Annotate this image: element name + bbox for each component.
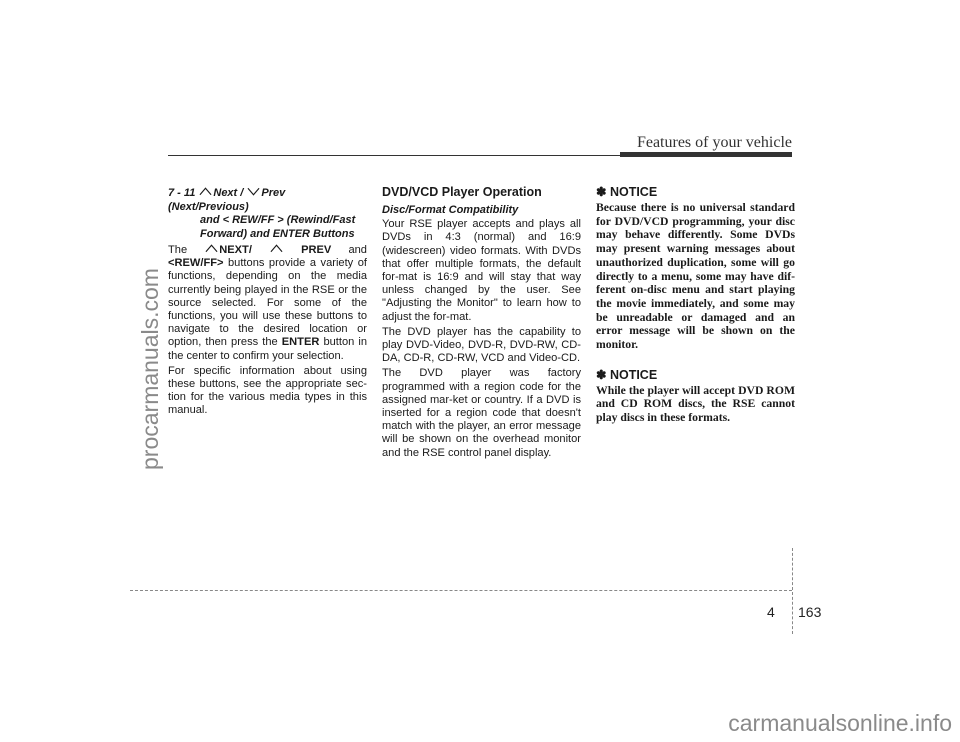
text-body-end: button in the center to confirm your selection. (168, 336, 367, 362)
text-rewff-button: <REW/FF> (168, 257, 224, 270)
sub-heading: Disc/Format Compatibility (382, 204, 519, 216)
notice-body: While the player will accept DVD ROM and CD ROM discs, the RSE cannot play discs in these formats. (596, 383, 795, 425)
figure-caption (168, 187, 367, 241)
chevron-down-icon (247, 187, 260, 196)
text-body: buttons provide a variety of functions, depending on the media currently being played in the RSE or the source selected. For some of the functions, you will use these buttons to navigate to the desired location or option, then press the (168, 257, 367, 349)
caption-line-2: and < REW/FF > (Rewind/Fast (200, 214, 356, 226)
text-next-button: NEXT/ (219, 244, 252, 256)
footer-rule (130, 590, 792, 591)
bottom-watermark: carmanualsonline.info (728, 710, 952, 736)
notice-title: ✽ NOTICE (596, 185, 658, 199)
paragraph: Your RSE player accepts and plays all DVDs in 4:3 (normal) and 16:9 (widescreen) video formats. With DVDs that offer multiple formats, the default for-mat is 16:9 and will stay that way unless changed by the user. See "Adjusting the Monitor" to learn how to adjust the for-mat. (382, 218, 581, 323)
section-number: 4 (767, 604, 775, 620)
caption-prev: Prev (Next/Previous) (168, 187, 286, 213)
column-1 (168, 185, 367, 420)
page-number: 163 (798, 604, 822, 620)
section-heading: DVD/VCD Player Operation (382, 185, 542, 199)
paragraph: The DVD player was factory programmed with a region code for the assigned mar-ket or country. If a DVD is inserted for a region code that doesn't match with the player, an error message will be shown on the overhead monitor and the RSE control panel display. (382, 367, 581, 459)
caption-line-3: Forward) and ENTER Buttons (200, 227, 355, 240)
column-3 (596, 185, 795, 441)
notice-title: ✽ NOTICE (596, 367, 658, 382)
header-rule-accent (620, 152, 792, 157)
text-the: The (168, 244, 188, 256)
text-enter-button: ENTER (281, 336, 320, 349)
text-prev-button: PREV (301, 244, 332, 256)
chevron-up-icon (199, 187, 212, 196)
side-watermark: procarmanuals.com (137, 268, 163, 470)
chevron-up-icon (205, 244, 218, 253)
caption-next: Next / (213, 187, 244, 199)
paragraph: The DVD player has the capability to play DVD-Video, DVD-R, DVD-RW, CD-DA, CD-R, CD-RW, VCD and Video-CD. (382, 325, 581, 365)
notice-body: Because there is no universal standard for DVD/VCD programming, your disc may behave differently. Some DVDs may present warning messages about unauthorized duplication, some will go directly to a menu, some may have dif-ferent on-disc menu and start playing the movie immediately, and some may be unreadable or damaged and an error message will be shown on the monitor. (596, 201, 795, 352)
paragraph: For specific information about using these buttons, see the appropriate sec-tion for the various media types in this manual. (168, 364, 367, 417)
caption-prefix: 7 - 11 (168, 187, 196, 199)
section-header-title: Features of your vehicle (636, 134, 792, 151)
chevron-up-icon (270, 244, 283, 253)
footer-divider (792, 548, 793, 634)
text-and: and (348, 244, 367, 256)
paragraph (168, 244, 367, 363)
column-2 (382, 185, 581, 462)
